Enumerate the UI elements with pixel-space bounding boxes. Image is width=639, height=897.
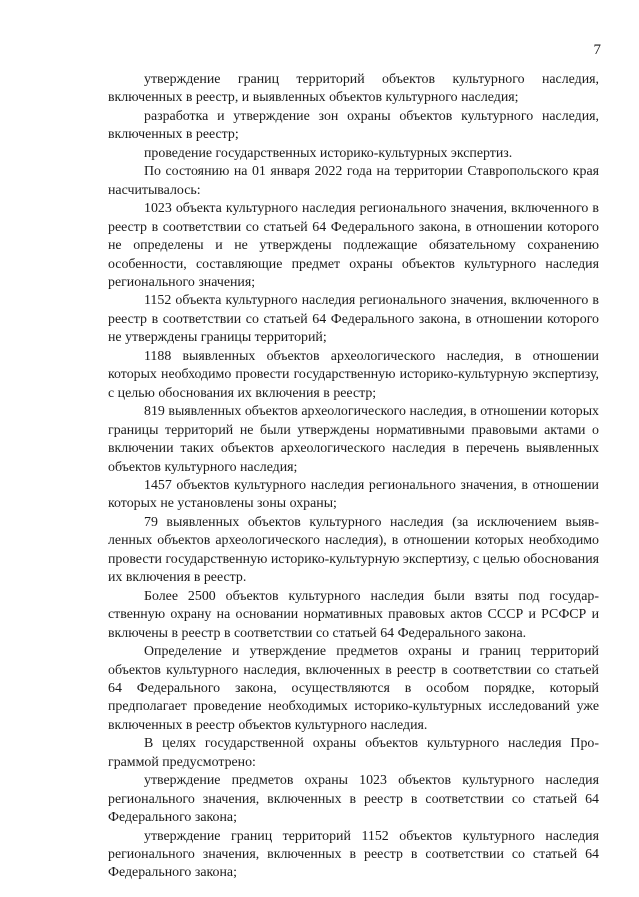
- paragraph: По состоянию на 01 января 2022 года на территории Ставропольского края насчитывалось:: [108, 164, 599, 198]
- paragraph: разработка и утверждение зон охраны объектов культурного наследия, включенных в реестр;: [108, 108, 599, 143]
- paragraph: 819 выявленных объектов археологического наследия, в отношении которых границы территорий не были утверждены нормативными правовыми актами о включении таких объектов археологического наследия в перечень выявленных объектов культурного наследия;: [108, 404, 599, 475]
- paragraph: Определение и утверждение предметов охраны и границ территорий объектов культурного наследия, включенных в реестр в соответствии со статьей 64 Федерального закона, осуществляются в особом порядке, который предполагает проведение необходимых историко-культурных исследований уже включенных в реестр объектов культурного наследия.: [108, 644, 599, 733]
- page-number: 7: [593, 42, 601, 58]
- paragraph: 1188 выявленных объектов археологического наследия, в отношении которых необходимо провести государственную историко-культурную экспертизу, с целью обоснования их включения в реестр;: [108, 348, 599, 401]
- paragraph: утверждение границ территорий объектов культурного наследия, включенных в реестр, и выявленных объектов культурного наследия;: [108, 72, 599, 106]
- paragraph: 1152 объекта культурного наследия регионального значения, включенного в реестр в соответствии со статьей 64 Федерального закона, в отношении которого не утверждены границы территорий;: [108, 293, 599, 346]
- paragraph: 1023 объекта культурного наследия регионального значения, включенного в реестр в соответствии со статьей 64 Федерального закона, в отношении которого не определены и не утверждены подлежащие обязательному сохранению особенности, составляющие предмет охраны объектов культурного наследия регионального значения;: [108, 201, 599, 290]
- paragraph: проведение государственных историко-культурных экспертиз.: [144, 145, 513, 161]
- paragraph: 1457 объектов культурного наследия регионального значения, в отношении которых не установлены зоны охраны;: [108, 477, 599, 512]
- paragraph: утверждение границ территорий 1152 объектов культурного наследия регионального значения, включенных в реестр в соответствии со статьей 64 Федерального закона;: [108, 828, 599, 881]
- paragraph: В целях государственной охраны объектов культурного наследия Программой предусмотрено:: [108, 736, 599, 770]
- paragraph: утверждение предметов охраны 1023 объектов культурного наследия регионального значения, включенных в реестр в соответствии со статьей 64 Федерального закона;: [108, 773, 599, 826]
- document-body: [108, 71, 599, 883]
- paragraph: 79 выявленных объектов культурного наследия (за исключением выявленных объектов археологического наследия), в отношении которых необходимо провести государственную историко-культурную экспертизу, с целью обоснования их включения в реестр.: [108, 514, 600, 586]
- paragraph: Более 2500 объектов культурного наследия были взяты под государственную охрану на основании нормативных правовых актов СССР и РСФСР и включены в реестр в соответствии со статьей 64 Федерального закона.: [108, 588, 599, 641]
